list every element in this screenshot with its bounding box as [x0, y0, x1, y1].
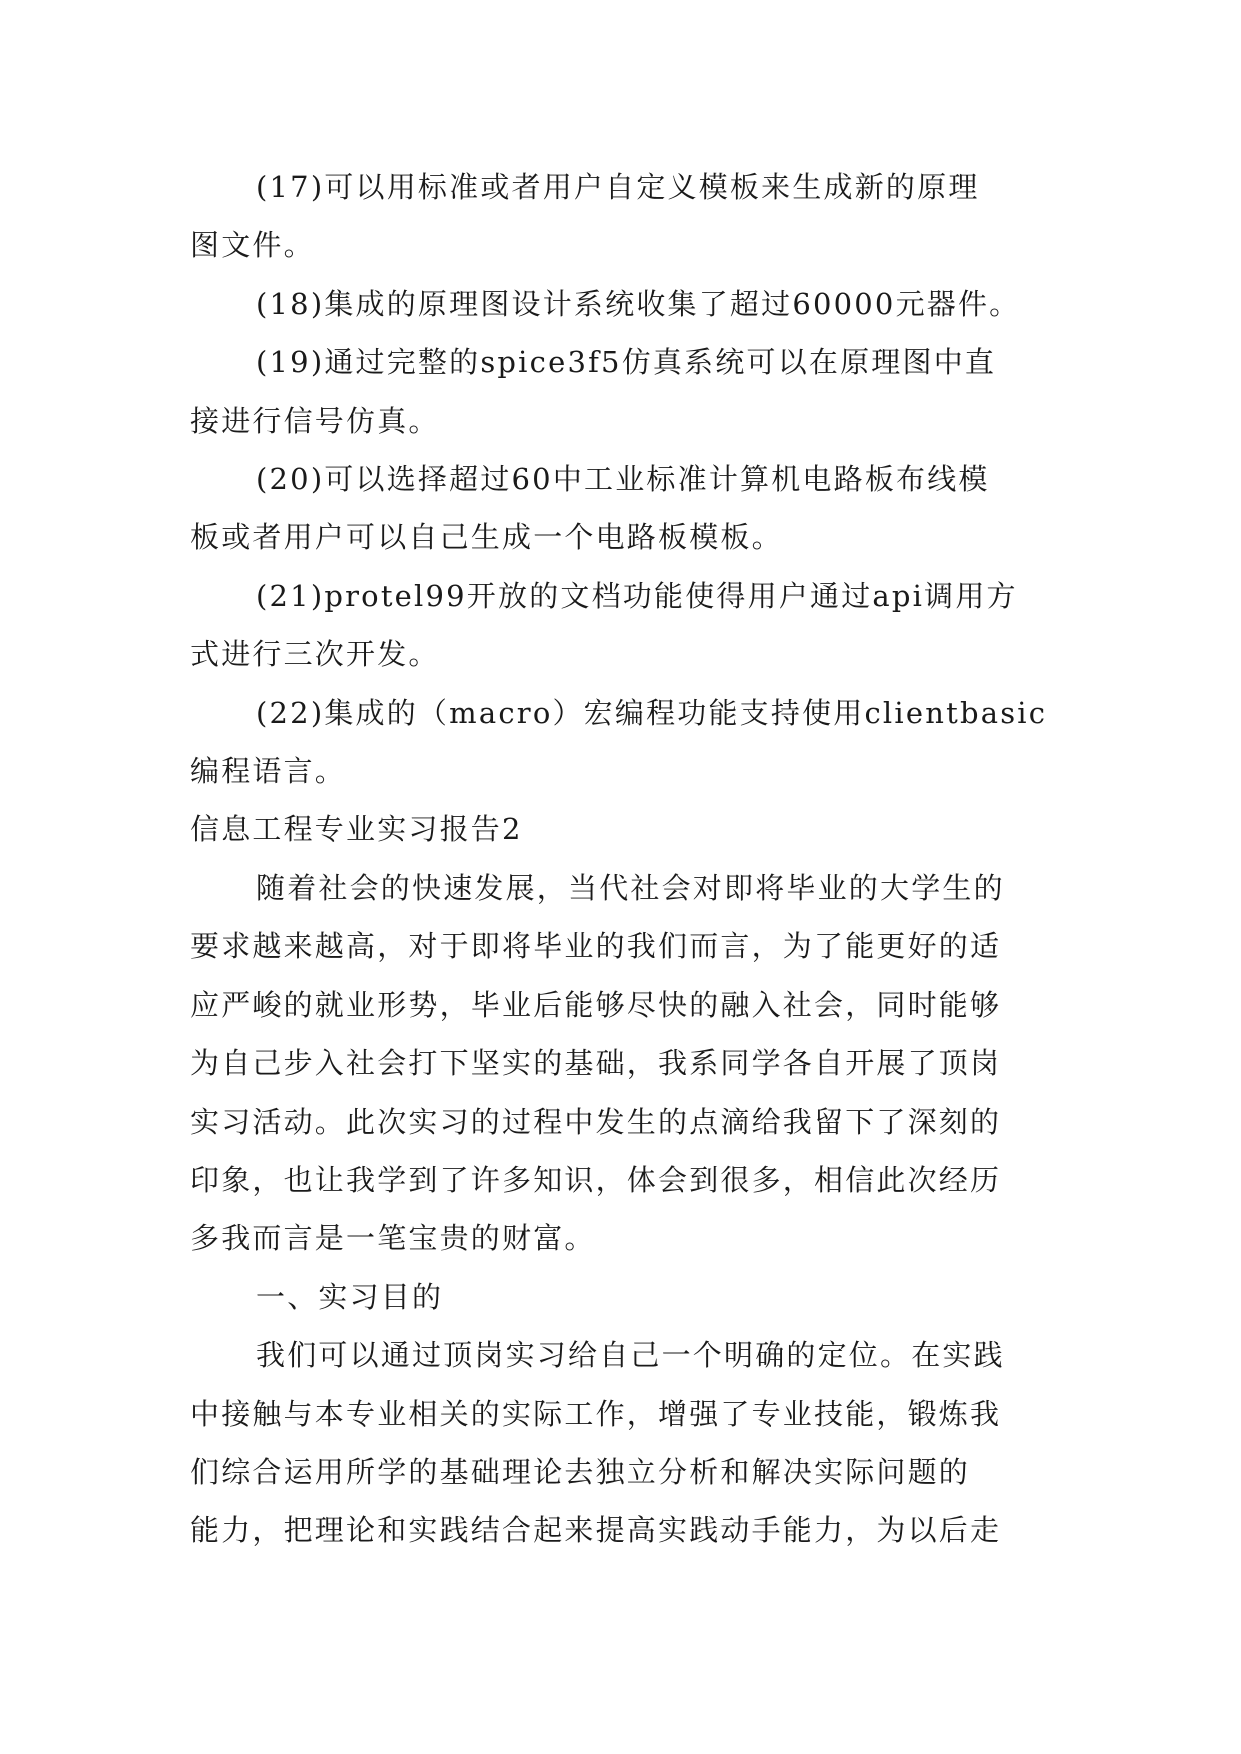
text-line: (18)集成的原理图设计系统收集了超过60000元器件。	[256, 286, 1021, 321]
feature-item-22	[190, 684, 1060, 801]
text-line: 实习活动。此次实习的过程中发生的点滴给我留下了深刻的	[190, 1104, 1002, 1139]
feature-item-17	[190, 158, 1060, 275]
feature-item-20	[190, 450, 1060, 567]
subheading	[190, 1268, 1060, 1326]
text-line: 我们可以通过顶岗实习给自己一个明确的定位。在实践	[256, 1338, 1005, 1373]
text-line: 图文件。	[190, 228, 315, 263]
text-line: 板或者用户可以自己生成一个电路板模板。	[190, 520, 783, 555]
text-line: 随着社会的快速发展，当代社会对即将毕业的大学生的	[256, 870, 1005, 905]
text-line: 应严峻的就业形势，毕业后能够尽快的融入社会，同时能够	[190, 987, 1002, 1022]
text-line: 们综合运用所学的基础理论去独立分析和解决实际问题的	[190, 1454, 971, 1489]
text-line: (20)可以选择超过60中工业标准计算机电路板布线模	[256, 462, 990, 497]
feature-item-18	[190, 275, 1060, 333]
text-line: (22)集成的（macro）宏编程功能支持使用clientbasic	[256, 695, 1048, 730]
text-line: 要求越来越高，对于即将毕业的我们而言，为了能更好的适	[190, 929, 1002, 964]
text-line: 多我而言是一笔宝贵的财富。	[190, 1221, 596, 1256]
text-line: 编程语言。	[190, 754, 347, 789]
feature-item-19	[190, 333, 1060, 450]
intro-paragraph	[190, 859, 1060, 1268]
text-line: 中接触与本专业相关的实际工作，增强了专业技能，锻炼我	[190, 1396, 1002, 1431]
text-line: 印象，也让我学到了许多知识，体会到很多，相信此次经历	[190, 1162, 1002, 1197]
feature-item-21	[190, 567, 1060, 684]
subheading-text: 一、实习目的	[256, 1279, 444, 1314]
section-title: 信息工程专业实习报告2	[190, 812, 523, 847]
text-line: 为自己步入社会打下坚实的基础，我系同学各自开展了顶岗	[190, 1046, 1002, 1081]
document-body	[190, 158, 1060, 1560]
text-line: 式进行三次开发。	[190, 637, 440, 672]
text-line: (17)可以用标准或者用户自定义模板来生成新的原理	[256, 170, 980, 204]
text-line: (21)protel99开放的文档功能使得用户通过api调用方	[256, 578, 1018, 613]
text-line: 接进行信号仿真。	[190, 403, 440, 438]
text-line: 能力，把理论和实践结合起来提高实践动手能力，为以后走	[190, 1513, 1002, 1548]
purpose-paragraph	[190, 1326, 1060, 1560]
text-line: (19)通过完整的spice3f5仿真系统可以在原理图中直	[256, 345, 997, 380]
